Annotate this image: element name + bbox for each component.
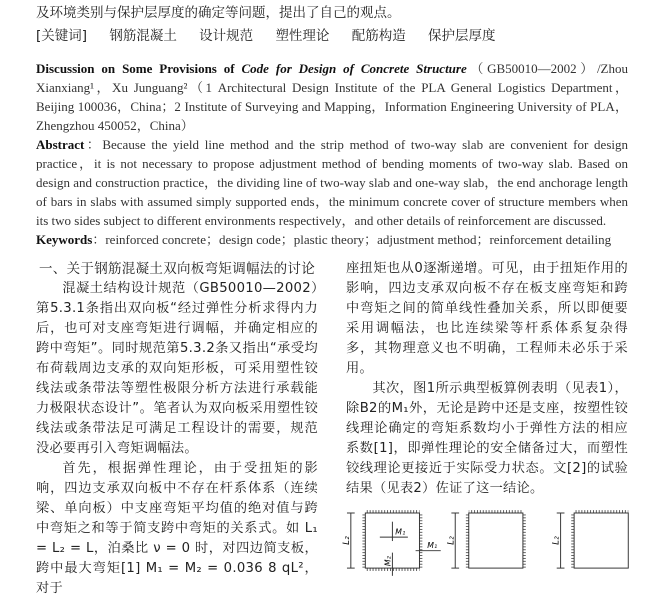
keywords-text: ：reinforced concrete；design code；plastic theory；adjustment method；reinforcement detailing xyxy=(92,232,612,247)
english-keywords xyxy=(36,230,628,249)
moment-label: M₁ xyxy=(395,527,406,537)
paragraph: 首先，根据弹性理论，由于受扭矩的影响，四边支承双向板中不存在杆系体系（连续梁、单向板）中支座弯矩平均值的绝对值与跨中弯矩之和等于简支跨中弯矩的关系式。如 L₁ = L₂ = L，泊桑比 ν = 0 时，对四边简支板，跨中最大弯矩[1] M₁ = M₂ = 0.036 8 qL²，对于 xyxy=(36,461,318,596)
abstract-tail: 及环境类别与保护层厚度的确定等问题，提出了自己的观点。 xyxy=(36,5,401,21)
dim-label: L₂ xyxy=(341,535,352,545)
english-abstract xyxy=(36,135,628,230)
figure-1-slabs xyxy=(341,507,636,577)
keyword: 配筋构造 xyxy=(351,28,406,44)
moment-label: M₂ xyxy=(383,555,393,567)
section-heading: 一、关于钢筋混凝土双向板弯矩调幅法的讨论 xyxy=(39,261,315,277)
keywords-label-en: Keywords xyxy=(36,232,93,247)
keyword: 钢筋混凝土 xyxy=(109,28,177,44)
moment-label: M₁ xyxy=(427,540,438,550)
slab-b1 xyxy=(342,510,441,576)
title-italic: Code for Design of Concrete Structure xyxy=(241,61,467,76)
authors: （GB50010—2002）/Zhou Xianxiang¹，Xu Junguang²（1 Architectural Design Institute of the PLA General Logistics Department，Beijing 100036，China；2 Institute of Surveying and Mapping，Information Engineering University of PLA，Zhengzhou 450052，China） xyxy=(36,61,629,133)
keyword: 设计规范 xyxy=(199,28,254,44)
keyword: 保护层厚度 xyxy=(428,28,496,44)
title-bold: Discussion on Some Provisions of xyxy=(36,61,242,76)
left-column xyxy=(36,259,318,599)
abstract-text: ：Because the yield line method and the strip method of two-way slab are convenient for design practice，it is not necessary to propose adjustment method of bending moments of two-way slab. Based on design and construction practice，the dividing line of two-way slab and one-way slab，the end anchorage length of bars in slabs with assumed simply supported ends，the minimum concrete cover of structure members when its two sides subject to different environments respectively，and other details of reinforcement are discussed. xyxy=(36,137,628,228)
paragraph: 混凝土结构设计规范（GB50010—2002）第5.3.1条指出双向板“经过弹性分析求得内力后，也可对支座弯矩进行调幅，并确定相应的跨中弯矩”。同时规范第5.3.2条又指出“承受均布荷载周边支承的双向矩形板，可采用塑性铰线法或条带法等塑性极限分析方法进行承载能力极限状态设计”。笔者认为双向板采用塑性铰线法或条带法足可满足工程设计的需要，规范没必要再引入弯矩调幅法。 xyxy=(36,281,318,456)
right-column xyxy=(341,259,628,599)
english-title xyxy=(36,59,628,135)
paragraph: 其次，图1所示典型板算例表明（见表1），除B2的M₁外，无论是跨中还是支座，按塑性铰线理论确定的弯矩系数均小于弹性方法的相应系数[1]，即弹性理论的安全储备过大，而塑性铰线理论更接近于实际受力状态。文[2]的试验结果（见表2）佐证了这一结论。 xyxy=(346,381,628,496)
slab-b3 xyxy=(552,510,629,568)
keywords-label: [关键词] xyxy=(36,28,88,44)
page-content xyxy=(36,2,628,599)
keywords-cn xyxy=(36,25,628,47)
abstract-label: Abstract xyxy=(36,137,85,152)
slab-b2 xyxy=(446,510,526,568)
paragraph: 座扭矩也从0逐渐递增。可见，由于扭矩作用的影响，四边支承双向板不存在板支座弯矩和跨中弯矩之间的简单线性叠加关系，所以即便要采用调幅法，也比连续梁等杆系体系复杂得多，其物理意义也不明确，工程师未必乐于采用。 xyxy=(346,261,628,376)
dim-label: L₂ xyxy=(446,535,457,545)
dim-label: L₂ xyxy=(551,535,562,545)
english-abstract-block xyxy=(36,59,628,249)
two-columns xyxy=(36,259,628,599)
keyword: 塑性理论 xyxy=(275,28,330,44)
